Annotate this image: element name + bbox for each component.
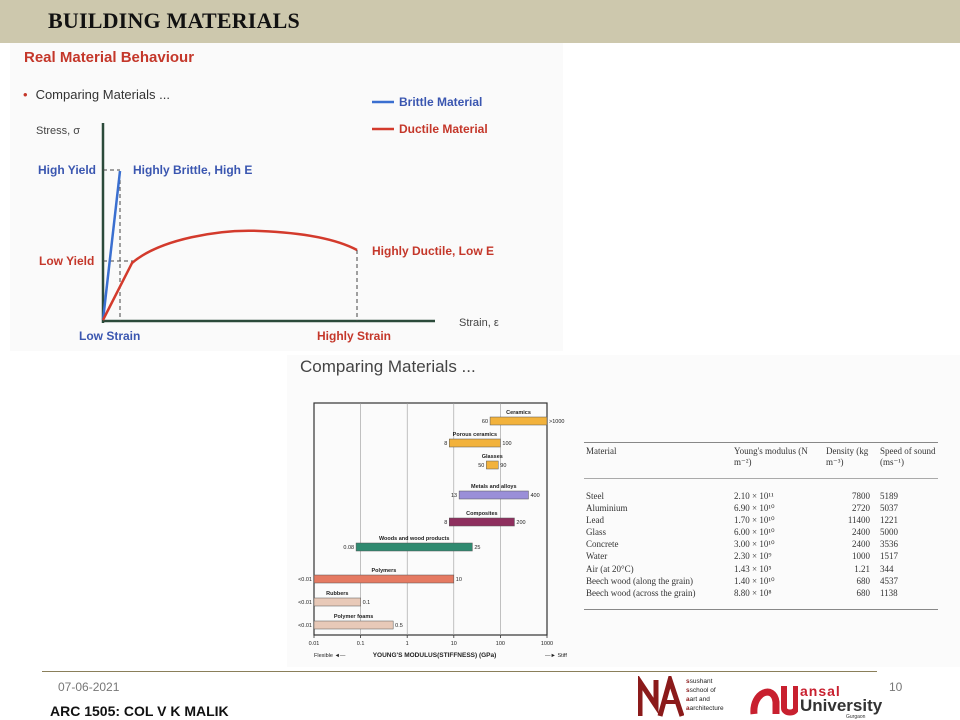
- cell: 2720: [852, 503, 870, 514]
- x-tick-label: 1: [405, 641, 409, 647]
- cell: 11400: [847, 515, 870, 526]
- bar-category-label: Metals and alloys: [471, 484, 517, 490]
- table-row: [584, 502, 938, 514]
- bar-high-label: 90: [500, 463, 507, 469]
- x-tick-label: 100: [495, 641, 505, 647]
- bar-category-label: Ceramics: [506, 410, 531, 416]
- panel-title: Comparing Materials ...: [300, 357, 476, 376]
- table-row: [584, 479, 938, 503]
- bar-category-label: Rubbers: [326, 591, 349, 597]
- table-row: [584, 538, 938, 550]
- bar: [449, 439, 500, 447]
- x-tick-label: 0.1: [356, 641, 365, 647]
- legend-ductile-label: Ductile Material: [399, 122, 488, 136]
- cell: Glass: [586, 527, 606, 538]
- table-header-row: [584, 443, 938, 479]
- cell: 2400: [852, 539, 870, 550]
- bar-category-label: Woods and wood products: [378, 536, 450, 542]
- cell: Lead: [586, 515, 604, 526]
- x-tick-label: 1000: [540, 641, 554, 647]
- footer-date: 07-06-2021: [58, 680, 120, 694]
- cell: Steel: [586, 491, 604, 501]
- table-row: [584, 563, 938, 575]
- cell: Beech wood (across the grain): [584, 587, 732, 610]
- cell: 344: [880, 563, 894, 574]
- cell: Water: [586, 551, 608, 562]
- x-tick-label: 10: [450, 641, 457, 647]
- stiff-label: —► Stiff: [545, 653, 567, 659]
- cell: 2.30 × 10⁹: [734, 551, 772, 562]
- bar-low-label: 50: [478, 463, 485, 469]
- col-density: Density (kg m⁻³): [824, 443, 878, 479]
- bar-high-label: 100: [502, 441, 512, 447]
- bar-high-label: 25: [474, 545, 481, 551]
- bullet-text: • Comparing Materials ...: [23, 87, 170, 102]
- footer-divider: [42, 671, 877, 672]
- ansal-university-logo: [750, 682, 890, 720]
- bar-category-label: Glasses: [481, 454, 503, 460]
- slide-title: BUILDING MATERIALS: [48, 8, 300, 33]
- bar: [449, 518, 514, 526]
- cell: 3536: [880, 539, 898, 550]
- bar-high-label: 0.1: [362, 600, 371, 606]
- bar-low-label: 8: [444, 520, 448, 526]
- cell: 680: [824, 587, 878, 610]
- high-yield-label: High Yield: [38, 163, 97, 177]
- cell: Aluminium: [586, 503, 628, 514]
- bar-high-label: 0.5: [395, 623, 403, 629]
- cell: 1138: [878, 587, 938, 610]
- logo-text: ssushant sschool of aart and aarchitecture: [686, 678, 724, 712]
- cell: 8.80 × 10⁸: [732, 587, 824, 610]
- cell: Concrete: [586, 539, 619, 550]
- ductile-curve: [103, 231, 357, 320]
- cell: 1.70 × 10¹⁰: [734, 515, 775, 526]
- sushant-school-logo: [638, 676, 733, 718]
- table-row: [584, 526, 938, 538]
- bar: [314, 575, 454, 583]
- flexible-label: Flexible ◄—: [314, 653, 346, 659]
- stress-strain-panel: [10, 43, 563, 351]
- bar-high-label: 200: [516, 520, 526, 526]
- cell: 1.21: [854, 563, 870, 574]
- cell: Air (at 20°C): [586, 563, 634, 574]
- logo-word-ansal: ansal: [800, 683, 841, 699]
- col-speed-of-sound: Speed of sound (ms⁻¹): [878, 443, 938, 479]
- high-strain-label: Highly Strain: [317, 329, 392, 343]
- bar: [356, 543, 472, 551]
- legend-brittle-label: Brittle Material: [399, 95, 483, 109]
- ductile-note: Highly Ductile, Low E: [372, 244, 495, 258]
- table-row: [584, 575, 938, 587]
- cell: 3.00 × 10¹⁰: [734, 539, 775, 550]
- bar-category-label: Porous ceramics: [452, 432, 498, 438]
- youngs-modulus-chart: [287, 355, 577, 667]
- bar: [314, 621, 393, 629]
- low-strain-label: Low Strain: [79, 329, 141, 343]
- cell: 1.43 × 10⁵: [734, 563, 772, 574]
- cell: 4537: [880, 575, 898, 586]
- logo-word-gurgaon: Gurgaon: [846, 714, 866, 720]
- brittle-note: Highly Brittle, High E: [133, 163, 253, 177]
- bar-low-label: <0.01: [298, 623, 312, 629]
- bar-low-label: 0.08: [343, 545, 355, 551]
- bar-high-label: 400: [530, 493, 540, 499]
- comparing-materials-panel: [287, 355, 960, 667]
- table-row: [584, 514, 938, 526]
- cell: 1.40 × 10¹⁰: [734, 575, 775, 586]
- bar: [486, 461, 498, 469]
- x-tick-label: 0.01: [308, 641, 320, 647]
- cell: 2.10 × 10¹¹: [734, 491, 774, 501]
- header-bar: [0, 0, 960, 43]
- brittle-curve: [103, 171, 120, 320]
- bar-low-label: 8: [444, 441, 448, 447]
- bar-category-label: Polymer foams: [333, 614, 374, 620]
- bar-high-label: >1000: [549, 419, 565, 425]
- x-axis-label: YOUNG'S MODULUS(STIFFNESS) (GPa): [372, 652, 497, 659]
- footer-course: ARC 1505: COL V K MALIK: [50, 703, 229, 719]
- bar: [459, 491, 528, 499]
- cell: 5037: [880, 503, 898, 514]
- cell: 7800: [852, 491, 870, 501]
- cell: 1221: [880, 515, 898, 526]
- stress-strain-diagram: [10, 43, 563, 351]
- cell: 6.90 × 10¹⁰: [734, 503, 775, 514]
- table-row: [584, 587, 938, 610]
- panel-title: Real Material Behaviour: [24, 49, 195, 66]
- bar-category-label: Polymers: [371, 568, 397, 574]
- bar-low-label: 60: [481, 419, 489, 425]
- cell: 6.00 × 10¹⁰: [734, 527, 775, 538]
- x-axis-label: Strain, ε: [459, 317, 499, 329]
- cell: 1517: [880, 551, 898, 562]
- cell: 2400: [852, 527, 870, 538]
- page-number: 10: [889, 680, 903, 694]
- bar-low-label: 13: [450, 493, 458, 499]
- cell: 5000: [880, 527, 898, 538]
- cell: Beech wood (along the grain): [586, 575, 693, 586]
- col-youngs-modulus: Young's modulus (N m⁻²): [732, 443, 824, 479]
- bar-low-label: <0.01: [298, 600, 312, 606]
- logo-word-university: University: [800, 696, 883, 715]
- low-yield-label: Low Yield: [39, 254, 95, 268]
- bar-high-label: 10: [455, 577, 462, 583]
- bar: [490, 417, 547, 425]
- cell: 1000: [852, 551, 870, 562]
- bar-category-label: Composites: [466, 511, 498, 517]
- bar-low-label: <0.01: [298, 577, 312, 583]
- y-axis-label: Stress, σ: [36, 125, 81, 137]
- col-material: Material: [584, 443, 732, 479]
- bar: [314, 598, 361, 606]
- cell: 5189: [880, 491, 898, 501]
- cell: 680: [856, 575, 870, 586]
- table-row: [584, 550, 938, 562]
- ansal-emblem-icon: [750, 682, 798, 716]
- ssaa-logo-mark: [638, 676, 684, 718]
- material-properties-table: [584, 442, 938, 610]
